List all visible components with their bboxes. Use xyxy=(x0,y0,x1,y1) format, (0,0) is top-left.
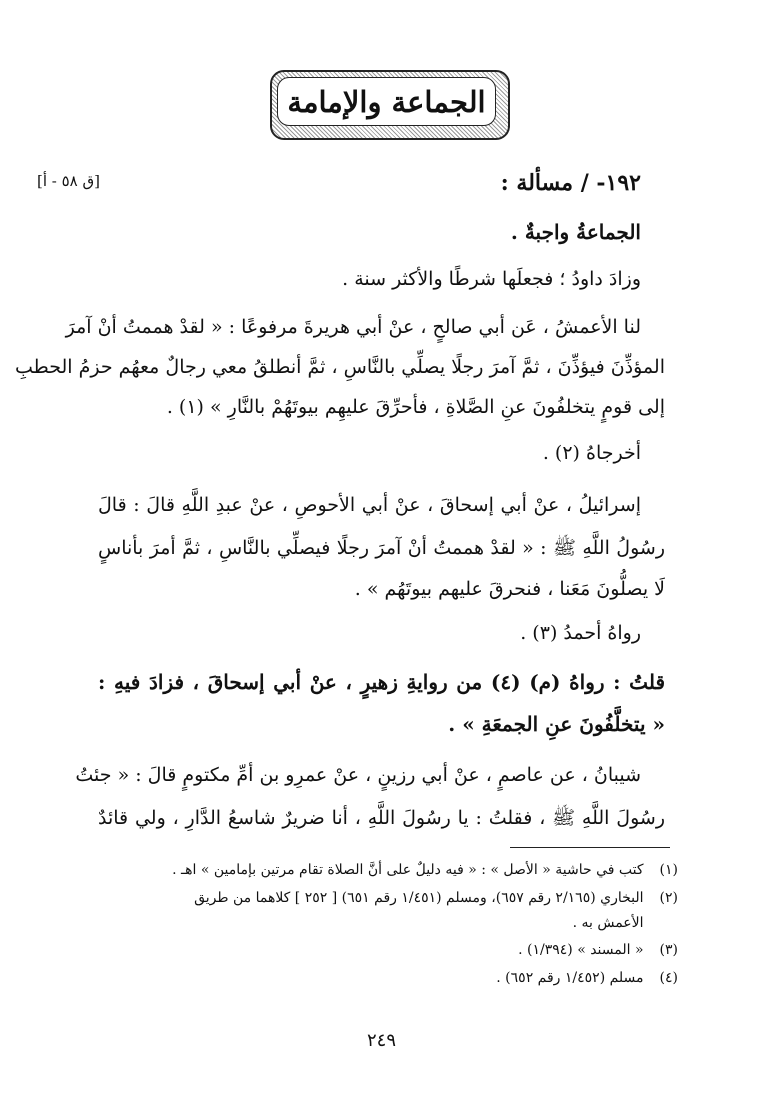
chapter-title-frame xyxy=(270,70,510,140)
issue-heading: ١٩٢- / مسألة : xyxy=(500,170,641,196)
text-line: رسُولُ اللَّهِ ﷺ : « لقدْ هممتُ أنْ آمرَ رجلًا فيصلِّي بالنَّاسِ ، ثمَّ أمرَ بأناسٍ xyxy=(98,537,665,559)
text-line: لَا يصلُّونَ مَعَنا ، فنحرقَ عليهم بيوتَهُم » . xyxy=(354,578,665,600)
text-line: أخرجاهُ (٢) . xyxy=(542,442,641,464)
text-line: وزادَ داودُ ؛ فجعلَها شرطًا والأكثر سنة . xyxy=(342,268,641,290)
footnote-number: (٣) xyxy=(659,942,678,958)
footnote-number: (٢) xyxy=(659,890,678,906)
text-line: المؤذِّنَ فيؤذِّنَ ، ثمَّ آمرَ رجلًا يصلِّي بالنَّاسِ ، ثمَّ أنطلقُ معي رجالٌ معهُم حزمُ الحطبِ xyxy=(14,356,665,378)
footnote-number: (١) xyxy=(659,862,678,878)
text-line: إسرائيلُ ، عنْ أبي إسحاقَ ، عنْ أبي الأحوصِ ، عنْ عبدِ اللَّهِ قالَ : قالَ xyxy=(98,494,641,516)
footnote-number: (٤) xyxy=(659,970,678,986)
chapter-title: الجماعة والإمامة xyxy=(287,84,486,119)
text-line: قلتُ : رواهُ (م) (٤) من روايةِ زهيرٍ ، عنْ أبي إسحاقَ ، فزادَ فيهِ : xyxy=(98,670,665,694)
footnote-text: مسلم (١/٤٥٢ رقم ٦٥٢) . xyxy=(496,970,644,986)
footnote-separator xyxy=(510,847,670,848)
footnote-text: البخاري (٢/١٦٥ رقم ٦٥٧)، ومسلم (١/٤٥١ رقم ٦٥١) [ ٢٥٢ ] كلاهما من طريق xyxy=(194,890,644,906)
text-line: لنا الأعمشُ ، عَن أبي صالحٍ ، عنْ أبي هريرةَ مرفوعًا : « لقدْ هممتُ أنْ آمرَ xyxy=(65,316,641,338)
text-line: إلى قومٍ يتخلفُونَ عنِ الصَّلاةِ ، فأحرِّقَ عليهِم بيوتَهُمْ بالنَّارِ » (١) . xyxy=(166,396,665,418)
footnote-text: « المسند » (١/٣٩٤) . xyxy=(518,942,644,958)
footnote xyxy=(78,915,678,931)
text-line: الجماعةُ واجبةٌ . xyxy=(510,220,641,244)
chapter-title-box xyxy=(277,77,496,126)
footnote xyxy=(78,970,678,986)
footnote xyxy=(78,942,678,958)
text-line: « يتخلَّفُونَ عنِ الجمعَةِ » . xyxy=(448,712,665,736)
footnote-text: كتب في حاشية « الأصل » : « فيه دليلٌ على أنَّ الصلاة تقام مرتين بإمامين » اهـ . xyxy=(172,862,644,878)
text-line: شيبانُ ، عن عاصمٍ ، عنْ أبي رزينٍ ، عنْ عمرِو بن أمِّ مكتومٍ قالَ : « جئتُ xyxy=(75,764,641,786)
manuscript-folio-ref: [ق ٥٨ - أ] xyxy=(37,172,101,190)
footnote xyxy=(78,862,678,878)
page-number: ٢٤٩ xyxy=(366,1030,396,1051)
footnote xyxy=(78,890,678,906)
text-line: رسُولَ اللَّهِ ﷺ ، فقلتُ : يا رسُولَ اللَّهِ ، أنا ضريرٌ شاسعُ الدَّارِ ، ولي قائدٌ xyxy=(98,807,665,829)
footnote-text: الأعمش به . xyxy=(572,915,644,931)
text-line: رواهُ أحمدُ (٣) . xyxy=(520,622,641,644)
